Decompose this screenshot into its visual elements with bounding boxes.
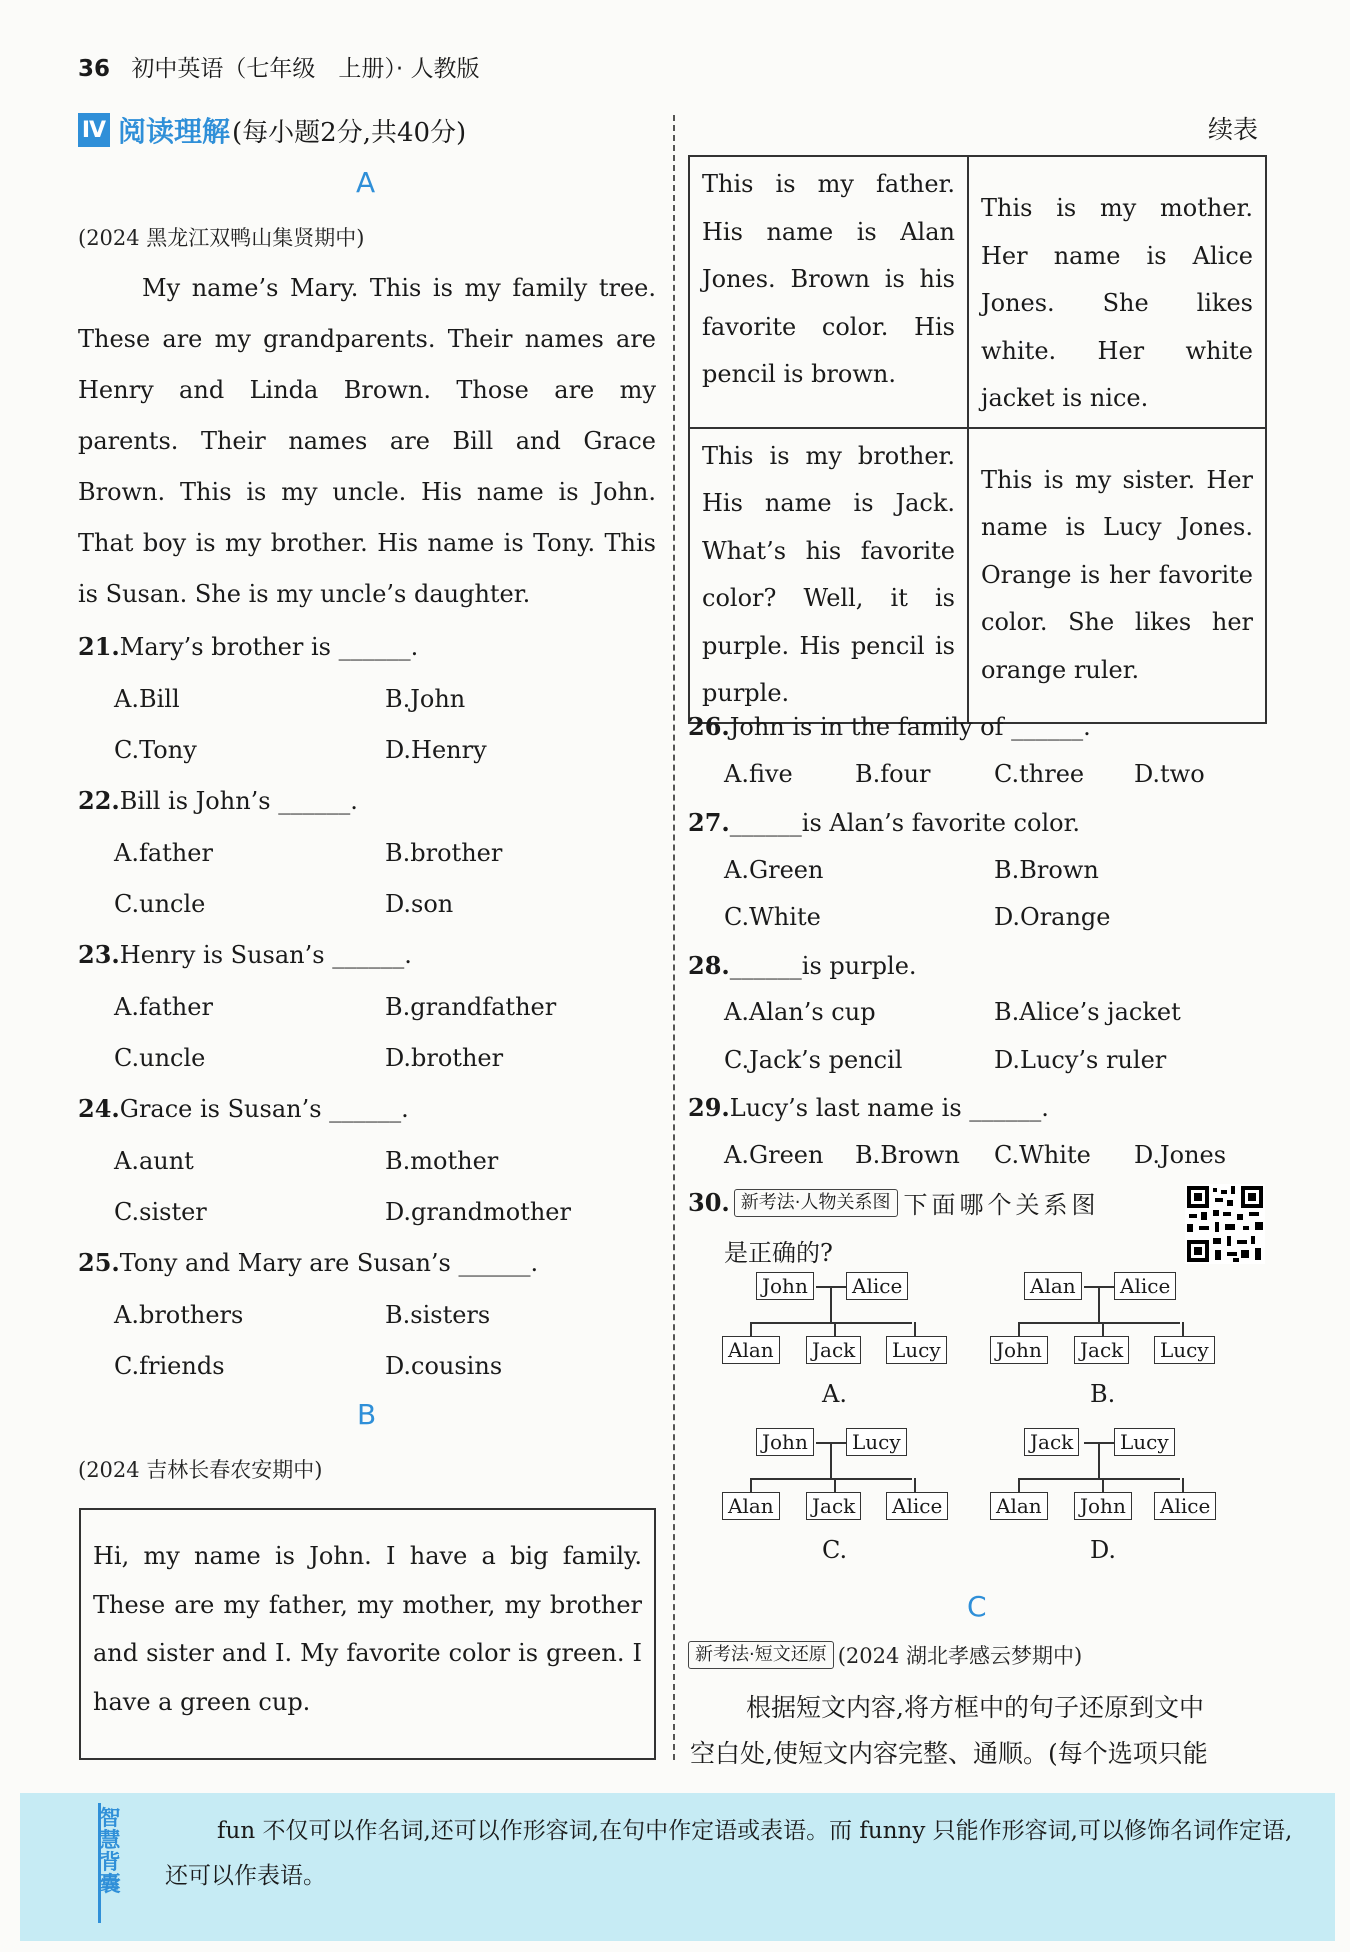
part-a-passage: My name’s Mary. This is my family tree. These are my grandparents. Their names are Henry and Linda Brown. Those are my parents. Their names are Bill and Grace Brown. This is my uncle. His name is John. That boy is my brother. His name is Tony. This is Susan. She is my uncle’s daughter. [78, 274, 656, 608]
option-26a[interactable]: A.five [724, 760, 793, 788]
option-25c[interactable]: C.friends [114, 1352, 225, 1380]
book-title: 初中英语（七年级 上册）· 人教版 [131, 56, 480, 82]
option-27a[interactable]: A.Green [724, 856, 824, 884]
diagram-child-node: John [990, 1336, 1048, 1364]
option-29d[interactable]: D.Jones [1134, 1141, 1227, 1169]
page-header [78, 50, 479, 83]
question-23: 23.Henry is Susan’s ______. [78, 940, 412, 969]
question-30-tag: 新考法·人物关系图 [734, 1189, 898, 1217]
part-c-letter: C [967, 1590, 987, 1623]
option-24c[interactable]: C.sister [114, 1198, 207, 1226]
diagram-child-node: Jack [806, 1492, 861, 1520]
diagram-parent-node: John [756, 1272, 814, 1300]
option-27c[interactable]: C.White [724, 903, 821, 931]
diagram-line [1182, 1478, 1184, 1492]
part-c-tag: 新考法·短文还原 [688, 1641, 834, 1669]
option-23d[interactable]: D.brother [385, 1044, 504, 1072]
tip-text: fun 不仅可以作名词,还可以作形容词,在句中作定语或表语。而 funny 只能作形容词,可以修饰名词作定语,还可以作表语。 [165, 1818, 1293, 1889]
question-21: 21.Mary’s brother is ______. [78, 632, 419, 661]
table-cell-brother: This is my brother. His name is Jack. What’s his favorite color? Well, it is purple. His pencil is purple. [689, 428, 968, 723]
part-b-letter: B [357, 1398, 377, 1431]
question-27: 27.______is Alan’s favorite color. [688, 808, 1081, 837]
table-cell-sister: This is my sister. Her name is Lucy Jones. Orange is her favorite color. She likes her orange ruler. [968, 428, 1266, 723]
option-22d[interactable]: D.son [385, 890, 454, 918]
section-badge: Ⅳ [78, 113, 110, 147]
part-a-letter: A [356, 166, 376, 199]
option-29a[interactable]: A.Green [724, 1141, 824, 1169]
option-22c[interactable]: C.uncle [114, 890, 206, 918]
diagram-line [830, 1442, 832, 1478]
option-27b[interactable]: B.Brown [994, 856, 1099, 884]
diagram-line [1018, 1478, 1020, 1492]
tip-footer [20, 1793, 1335, 1941]
question-28: 28.______is purple. [688, 951, 917, 980]
diagram-line [750, 1322, 912, 1324]
column-divider [673, 115, 675, 1760]
diagram-option-label[interactable]: C. [822, 1536, 848, 1564]
diagram-parent-node: Alice [1114, 1272, 1176, 1300]
option-26c[interactable]: C.three [994, 760, 1085, 788]
option-21a[interactable]: A.Bill [114, 685, 180, 713]
part-c-instruction-1: 根据短文内容,将方框中的句子还原到文中 [746, 1693, 1204, 1722]
tip-side-label: 智慧背囊 [99, 1806, 121, 1896]
table-cell-mother: This is my mother. Her name is Alice Jones. She likes white. Her white jacket is nice. [968, 156, 1266, 428]
option-22b[interactable]: B.brother [385, 839, 503, 867]
diagram-line [830, 1286, 832, 1322]
diagram-line [1102, 1478, 1104, 1492]
diagram-parent-node: Alice [846, 1272, 908, 1300]
diagram-line [1102, 1322, 1104, 1336]
table-row [689, 156, 1266, 428]
diagram-parent-node: Lucy [846, 1428, 907, 1456]
diagram-child-node: John [1074, 1492, 1132, 1520]
diagram-parent-node: Alan [1024, 1272, 1082, 1300]
option-29b[interactable]: B.Brown [855, 1141, 960, 1169]
diagram-line [750, 1322, 752, 1336]
diagram-line [1098, 1442, 1100, 1478]
diagram-line [914, 1322, 916, 1336]
diagram-line [834, 1478, 836, 1492]
option-23c[interactable]: C.uncle [114, 1044, 206, 1072]
option-28c[interactable]: C.Jack’s pencil [724, 1046, 903, 1074]
option-21d[interactable]: D.Henry [385, 736, 487, 764]
question-30: 30. 新考法·人物关系图 下面哪个关系图 [688, 1185, 1100, 1220]
option-29c[interactable]: C.White [994, 1141, 1091, 1169]
option-26b[interactable]: B.four [855, 760, 931, 788]
diagram-parent-node: Lucy [1114, 1428, 1175, 1456]
diagram-line [914, 1478, 916, 1492]
option-25d[interactable]: D.cousins [385, 1352, 503, 1380]
section-note: (每小题2分,共40分) [232, 117, 467, 148]
qr-code-icon [1185, 1184, 1265, 1264]
option-21b[interactable]: B.John [385, 685, 466, 713]
part-b-intro-box: Hi, my name is John. I have a big family. These are my father, my mother, my brother and sister and I. My favorite color is green. I have a green cup. [79, 1508, 656, 1760]
diagram-child-node: Lucy [1154, 1336, 1215, 1364]
option-28a[interactable]: A.Alan’s cup [724, 998, 876, 1026]
part-c-instruction-2: 空白处,使短文内容完整、通顺。(每个选项只能 [690, 1739, 1208, 1768]
option-25b[interactable]: B.sisters [385, 1301, 491, 1329]
diagram-child-node: Lucy [886, 1336, 947, 1364]
part-a-source: (2024 黑龙江双鸭山集贤期中) [78, 226, 365, 250]
question-30-stem-cont: 是正确的? [724, 1239, 833, 1267]
continued-label: 续表 [1208, 115, 1259, 144]
option-22a[interactable]: A.father [114, 839, 213, 867]
option-28d[interactable]: D.Lucy’s ruler [994, 1046, 1167, 1074]
diagram-child-node: Alice [886, 1492, 948, 1520]
diagram-child-node: Alice [1154, 1492, 1216, 1520]
diagram-line [750, 1478, 752, 1492]
diagram-line [834, 1322, 836, 1336]
diagram-line [1018, 1478, 1180, 1480]
option-23b[interactable]: B.grandfather [385, 993, 557, 1021]
option-24d[interactable]: D.grandmother [385, 1198, 571, 1226]
diagram-line [1018, 1322, 1180, 1324]
part-c-header [688, 1640, 1082, 1670]
diagram-parent-node: Jack [1024, 1428, 1079, 1456]
option-24a[interactable]: A.aunt [114, 1147, 194, 1175]
question-29: 29.Lucy’s last name is ______. [688, 1093, 1049, 1122]
diagram-line [750, 1478, 912, 1480]
question-26: 26.John is in the family of ______. [688, 712, 1091, 741]
diagram-child-node: Jack [806, 1336, 861, 1364]
part-c-source: (2024 湖北孝感云梦期中) [837, 1644, 1083, 1668]
diagram-parent-node: John [756, 1428, 814, 1456]
diagram-child-node: Alan [722, 1336, 780, 1364]
diagram-line [1098, 1286, 1100, 1322]
question-24: 24.Grace is Susan’s ______. [78, 1094, 409, 1123]
section-name: 阅读理解 [118, 115, 231, 148]
diagram-child-node: Jack [1074, 1336, 1129, 1364]
option-28b[interactable]: B.Alice’s jacket [994, 998, 1181, 1026]
diagram-option-label[interactable]: B. [1090, 1380, 1116, 1408]
diagram-line [1182, 1322, 1184, 1336]
diagram-line [1018, 1322, 1020, 1336]
question-25: 25.Tony and Mary are Susan’s ______. [78, 1248, 539, 1277]
diagram-child-node: Alan [990, 1492, 1048, 1520]
page-number: 36 [78, 56, 111, 82]
table-cell-father: This is my father. His name is Alan Jones. Brown is his favorite color. His pencil is brown. [689, 156, 968, 428]
diagram-child-node: Alan [722, 1492, 780, 1520]
family-info-table [688, 155, 1267, 724]
question-22: 22.Bill is John’s ______. [78, 786, 358, 815]
option-24b[interactable]: B.mother [385, 1147, 499, 1175]
option-23a[interactable]: A.father [114, 993, 213, 1021]
diagram-option-label[interactable]: A. [822, 1380, 847, 1408]
part-b-source: (2024 吉林长春农安期中) [78, 1458, 323, 1482]
option-27d[interactable]: D.Orange [994, 903, 1111, 931]
section-title [78, 110, 466, 150]
question-30-stem: 下面哪个关系图 [903, 1191, 1100, 1219]
table-row [689, 428, 1266, 723]
option-26d[interactable]: D.two [1134, 760, 1205, 788]
option-25a[interactable]: A.brothers [114, 1301, 244, 1329]
diagram-option-label[interactable]: D. [1090, 1536, 1117, 1564]
option-21c[interactable]: C.Tony [114, 736, 197, 764]
